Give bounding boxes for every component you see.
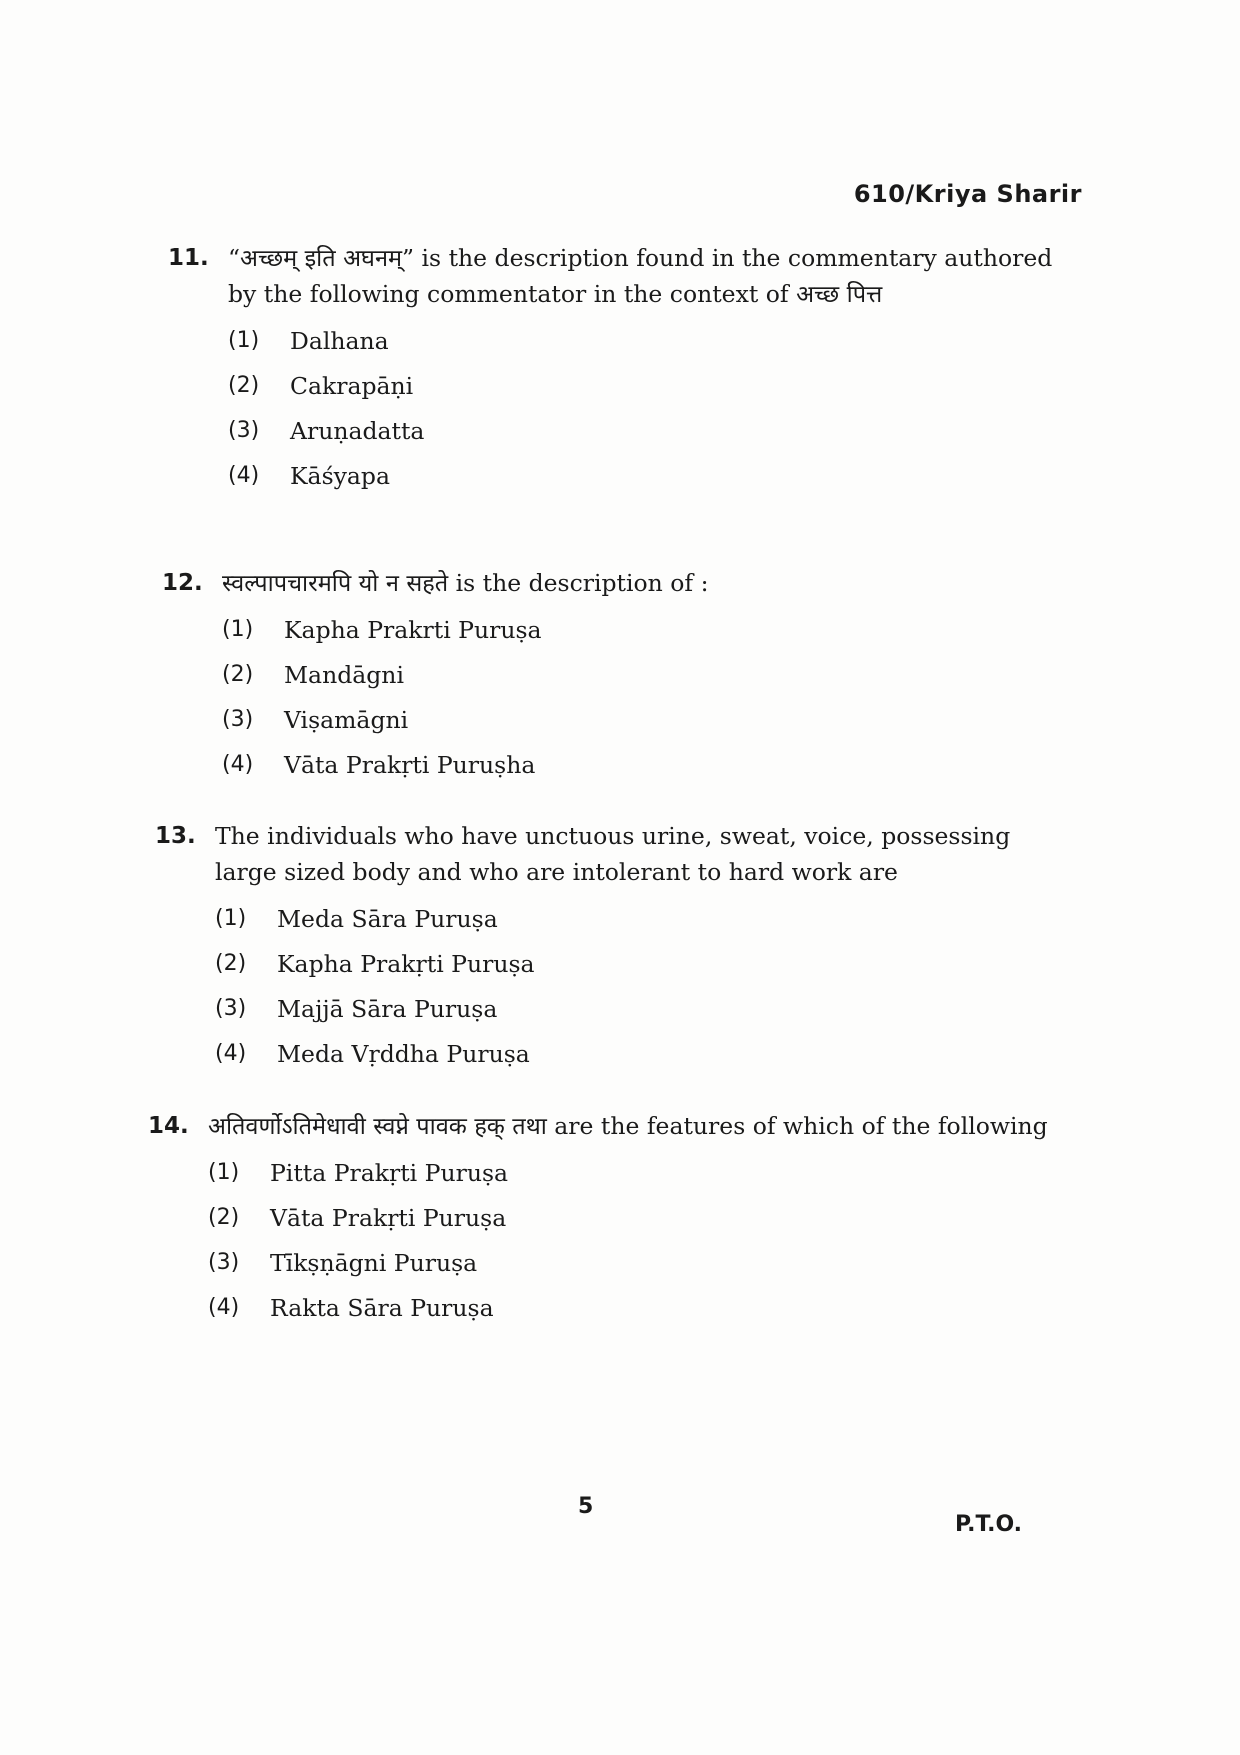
option-label: (2): [208, 1204, 240, 1230]
option-text: Vāta Prakṛti Puruṣa: [270, 1203, 507, 1232]
question-text: “अच्छम् इति अघनम्” is the description found in the commentary authored by the following commentator in the context of अच्छ पित्त: [228, 244, 1053, 308]
option-text: Dalhana: [290, 326, 389, 355]
option-text: Meda Sāra Puruṣa: [277, 904, 498, 933]
options-list: [215, 896, 1065, 1076]
option: [215, 1031, 1065, 1076]
option-label: (4): [228, 462, 260, 488]
question-11: [168, 240, 1078, 498]
option: [208, 1240, 1058, 1285]
option: [215, 896, 1065, 941]
option-text: Vāta Prakṛti Puruṣha: [284, 750, 536, 779]
option: [215, 941, 1065, 986]
question-number: 12.: [162, 570, 203, 596]
question-text: The individuals who have unctuous urine, sweat, voice, possessing large sized body and who are intolerant to hard work are: [215, 822, 1011, 886]
question-13: [155, 818, 1065, 1076]
option-text: Majjā Sāra Puruṣa: [277, 994, 498, 1023]
option-label: (3): [222, 706, 254, 732]
option-text: Kapha Prakrti Puruṣa: [284, 615, 542, 644]
option-label: (3): [208, 1249, 240, 1275]
option-label: (1): [215, 905, 247, 931]
question-number: 13.: [155, 823, 196, 849]
option: [208, 1195, 1058, 1240]
options-list: [208, 1150, 1058, 1330]
page-number: 5: [578, 1494, 594, 1519]
options-list: [228, 318, 1078, 498]
option: [222, 697, 1072, 742]
option: [228, 363, 1078, 408]
option-text: Meda Vṛddha Puruṣa: [277, 1039, 530, 1068]
option-label: (4): [222, 751, 254, 777]
option-label: (1): [228, 327, 260, 353]
paper-code: 610/Kriya Sharir: [853, 180, 1082, 208]
option-label: (1): [222, 616, 254, 642]
option: [222, 607, 1072, 652]
question-number: 14.: [148, 1113, 189, 1139]
pto-label: P.T.O.: [955, 1512, 1023, 1537]
option-text: Aruṇadatta: [290, 416, 425, 445]
option-label: (4): [215, 1040, 247, 1066]
option-text: Tīkṣṇāgni Puruṣa: [270, 1248, 478, 1277]
option: [208, 1150, 1058, 1195]
option: [228, 408, 1078, 453]
option-label: (2): [222, 661, 254, 687]
option-label: (2): [228, 372, 260, 398]
question-number: 11.: [168, 245, 209, 271]
option-text: Cakrapāṇi: [290, 371, 414, 400]
option-label: (3): [228, 417, 260, 443]
options-list: [222, 607, 1072, 787]
option-text: Rakta Sāra Puruṣa: [270, 1293, 494, 1322]
option-text: Kāśyapa: [290, 461, 390, 490]
option-label: (2): [215, 950, 247, 976]
option-text: Pitta Prakṛti Puruṣa: [270, 1158, 509, 1187]
question-text: स्वल्पापचारमपि यो न सहते is the description of :: [222, 569, 709, 597]
option: [228, 318, 1078, 363]
option-text: Viṣamāgni: [284, 705, 409, 734]
option: [222, 742, 1072, 787]
question-12: [162, 565, 1072, 787]
option-text: Mandāgni: [284, 660, 404, 689]
option: [228, 453, 1078, 498]
question-14: [148, 1108, 1058, 1330]
question-text: अतिवर्णोऽतिमेधावी स्वप्ने पावक हक् तथा are the features of which of the following: [208, 1112, 1048, 1140]
option: [208, 1285, 1058, 1330]
option-label: (3): [215, 995, 247, 1021]
option-label: (4): [208, 1294, 240, 1320]
option-label: (1): [208, 1159, 240, 1185]
option: [215, 986, 1065, 1031]
option-text: Kapha Prakṛti Puruṣa: [277, 949, 535, 978]
option: [222, 652, 1072, 697]
